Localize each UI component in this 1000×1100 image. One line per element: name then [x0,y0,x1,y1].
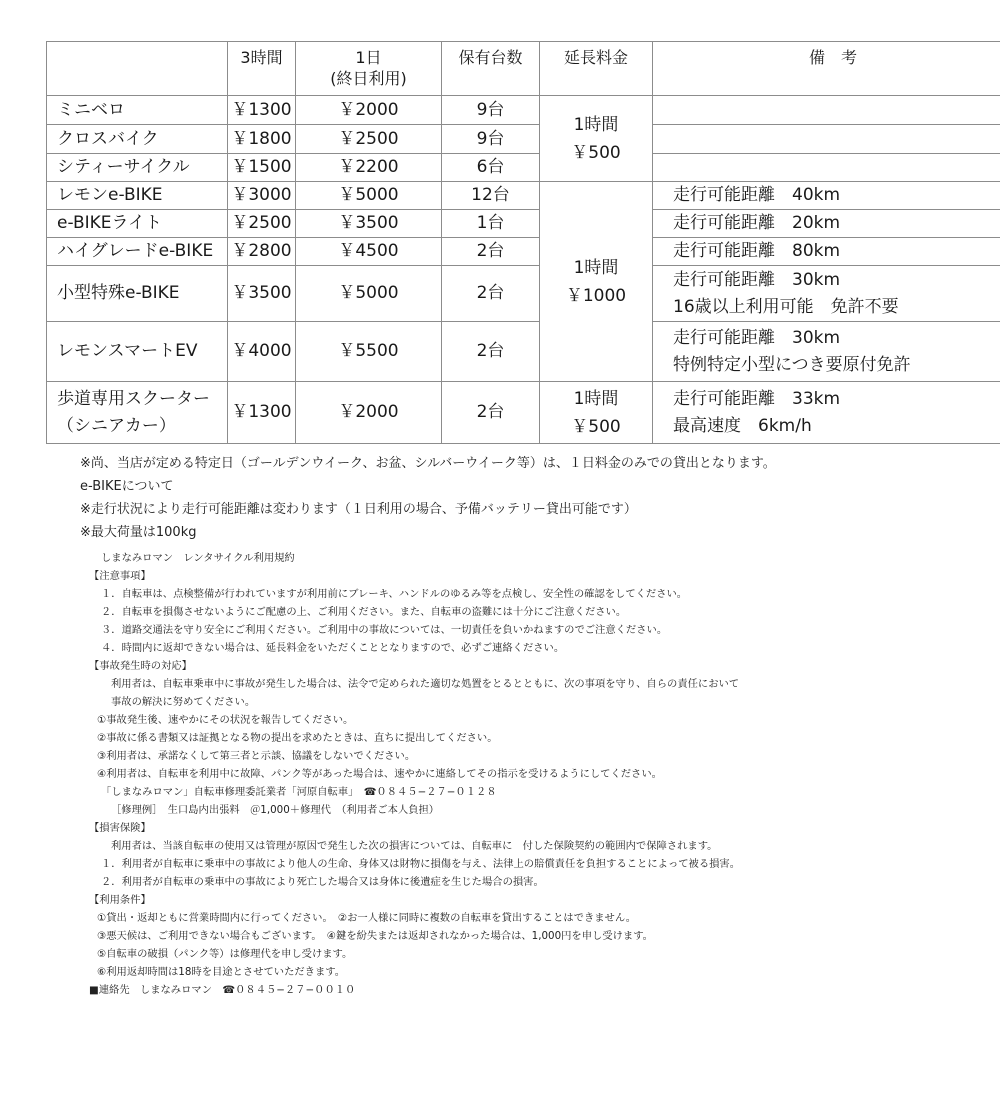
rule-line: ４．時間内に返却できない場合は、延長料金をいただくこととなりますので、必ずご連絡ください。 [101,642,565,654]
remarks-cell [653,154,1000,182]
table-row [47,266,1000,322]
quantity-cell: 1台 [442,210,540,238]
price-3hours-cell: ￥1300 [228,96,296,125]
text-line: 1日 [355,48,382,67]
text-line: （シニアカー） [57,415,176,436]
rule-line: ⑤自転車の破損（パンク等）は修理代を申し受けます。 [97,948,353,960]
rule-line: 利用者は、自転車乗車中に事故が発生した場合は、法令で定められた適切な処置をとるとともに、次の事項を守り、自らの責任において [111,678,740,690]
price-day-cell: ￥4500 [296,238,442,266]
rule-line: ④利用者は、自転車を利用中に故障、パンク等があった場合は、速やかに連絡してその指示を受けるようにしてください。 [97,768,662,780]
bike-name-cell [47,96,228,125]
quantity-cell: 6台 [442,154,540,182]
rule-line: １．利用者が自転車に乗車中の事故により他人の生命、身体又は財物に損傷を与え、法律上の賠償責任を負担することによって被る損害。 [101,858,741,870]
rule-line: ⑥利用返却時間は18時を目途とさせていただきます。 [97,966,346,978]
text-line: 1時間 [573,388,619,409]
note-special-days: ※尚、当店が定める特定日（ゴールデンウイーク、お盆、シルバーウイーク等）は、１日料金のみでの貸出となります。 [80,456,776,471]
price-3hours-cell: ￥4000 [228,322,296,382]
remarks-cell [653,182,1000,210]
text-line: 歩道専用スクーター [57,388,210,409]
header-cell-remarks: 備 考 [653,42,1000,96]
text-line: レモンスマートEV [57,341,198,361]
table-row [47,322,1000,382]
price-3hours-cell: ￥3000 [228,182,296,210]
rental-rules-block [89,549,740,999]
note-max-load: ※最大荷量は100kg [80,525,197,540]
notes-block [80,452,776,544]
quantity-cell: 9台 [442,96,540,125]
remarks-cell [653,266,1000,322]
text-line: ミニベロ [57,99,125,120]
rule-line: 利用者は、当該自転車の使用又は管理が原因で発生した次の損害については、自転車に 付した保険契約の範囲内で保障されます。 [111,840,718,852]
remarks-cell [653,96,1000,125]
price-3hours-cell: ￥1500 [228,154,296,182]
table-row [47,154,1000,182]
text-line: 走行可能距離 20km [673,213,841,233]
rule-line: ②事故に係る書類又は証拠となる物の提出を求めたときは、直ちに提出してください。 [97,732,498,744]
text-line: レモンe-BIKE [57,185,163,205]
rule-line: 【注意事項】 [89,570,151,582]
quantity-cell: 9台 [442,125,540,154]
rule-line: 【利用条件】 [89,894,151,906]
price-3hours-cell: ￥1300 [228,382,296,444]
table-header-row [47,42,1000,96]
rule-line: ３．道路交通法を守り安全にご利用ください。ご利用中の事故については、一切責任を負いかねますのでご注意ください。 [101,624,668,636]
price-day-cell: ￥2000 [296,96,442,125]
quantity-cell: 2台 [442,322,540,382]
text-line: クロスバイク [57,128,159,149]
quantity-cell: 2台 [442,266,540,322]
text-line: ￥1000 [565,285,627,306]
header-cell-3hours: 3時間 [228,42,296,96]
rule-line: ２．利用者が自転車の乗車中の事故により死亡した場合又は身体に後遺症を生じた場合の損害。 [101,876,544,888]
table-row [47,96,1000,125]
rule-line: ［修理例］ 生口島内出張料 ＠1,000＋修理代 （利用者ご本人負担） [111,804,440,816]
price-3hours-cell: ￥1800 [228,125,296,154]
rule-line: 【事故発生時の対応】 [89,660,192,672]
price-day-cell: ￥3500 [296,210,442,238]
text-line: 小型特殊e-BIKE [57,283,180,303]
remarks-cell [653,382,1000,444]
remarks-cell [653,238,1000,266]
text-line: 走行可能距離 30km [673,269,841,290]
table-row [47,182,1000,210]
rule-line: 事故の解決に努めてください。 [111,696,256,708]
rental-price-table [46,41,1000,444]
text-line: 走行可能距離 40km [673,185,841,205]
price-day-cell: ￥5000 [296,266,442,322]
text-line: 走行可能距離 33km [673,388,841,409]
text-line: 走行可能距離 30km [673,327,841,348]
note-range-varies: ※走行状況により走行可能距離は変わります（１日利用の場合、予備バッテリー貸出可能です） [80,502,637,517]
text-line: 最高速度 6km/h [673,415,812,436]
quantity-cell: 2台 [442,382,540,444]
rule-line: ③悪天候は、ご利用できない場合もございます。 ④鍵を紛失または返却されなかった場合は、1,000円を申し受けます。 [97,930,653,942]
bike-name-cell [47,125,228,154]
rule-line: しまなみロマン レンタサイクル利用規約 [101,552,295,564]
text-line: シティーサイクル [57,157,190,177]
extension-fee-cell [540,182,653,382]
bike-name-cell [47,182,228,210]
bike-name-cell [47,266,228,322]
price-day-cell: ￥2500 [296,125,442,154]
rule-line: ③利用者は、承諾なくして第三者と示談、協議をしないでください。 [97,750,416,762]
text-line: ￥500 [571,142,621,163]
quantity-cell: 12台 [442,182,540,210]
header-cell-name [47,42,228,96]
remarks-cell [653,210,1000,238]
price-day-cell: ￥5500 [296,322,442,382]
bike-name-cell [47,322,228,382]
quantity-cell: 2台 [442,238,540,266]
text-line: 1時間 [573,257,619,278]
price-day-cell: ￥2000 [296,382,442,444]
text-line: 走行可能距離 80km [673,241,841,261]
header-cell-quantity: 保有台数 [442,42,540,96]
table-row [47,210,1000,238]
text-line: e-BIKEライト [57,213,163,233]
text-line: 特例特定小型につき要原付免許 [673,354,911,375]
table-row [47,125,1000,154]
rule-line: ①事故発生後、速やかにその状況を報告してください。 [97,714,354,726]
rule-line: ■連絡先 しまなみロマン ☎０８４５−２７−００１０ [89,984,356,996]
table-row [47,382,1000,444]
bike-name-cell [47,154,228,182]
text-line: 16歳以上利用可能 免許不要 [673,296,899,317]
text-line: ￥500 [571,416,621,437]
price-day-cell: ￥5000 [296,182,442,210]
header-cell-extension: 延長料金 [540,42,653,96]
rule-line: 【損害保険】 [89,822,151,834]
text-line: ハイグレードe-BIKE [57,241,214,261]
header-day-text [330,48,407,88]
rule-line: ２．自転車を損傷させないようにご配慮の上、ご利用ください。また、自転車の盗難には十分にご注意ください。 [101,606,627,618]
price-3hours-cell: ￥2800 [228,238,296,266]
extension-fee-cell [540,96,653,182]
text-line: 1時間 [573,114,619,135]
note-ebike-heading: e-BIKEについて [80,479,174,494]
price-day-cell: ￥2200 [296,154,442,182]
price-3hours-cell: ￥2500 [228,210,296,238]
price-3hours-cell: ￥3500 [228,266,296,322]
bike-name-cell [47,238,228,266]
rule-line: ①貸出・返却ともに営業時間内に行ってください。 ②お一人様に同時に複数の自転車を貸出することはできません。 [97,912,637,924]
header-cell-day [296,42,442,96]
bike-name-cell [47,382,228,444]
extension-fee-cell [540,382,653,444]
table-row [47,238,1000,266]
bike-name-cell [47,210,228,238]
remarks-cell [653,125,1000,154]
text-line: (終日利用) [330,69,407,88]
remarks-cell [653,322,1000,382]
rule-line: １．自転車は、点検整備が行われていますが利用前にブレーキ、ハンドルのゆるみ等を点検し、安全性の確認をしてください。 [101,588,688,600]
rule-line: 「しまなみロマン」自転車修理委託業者「河原自転車」 ☎０８４５−２７−０１２８ [101,786,497,798]
